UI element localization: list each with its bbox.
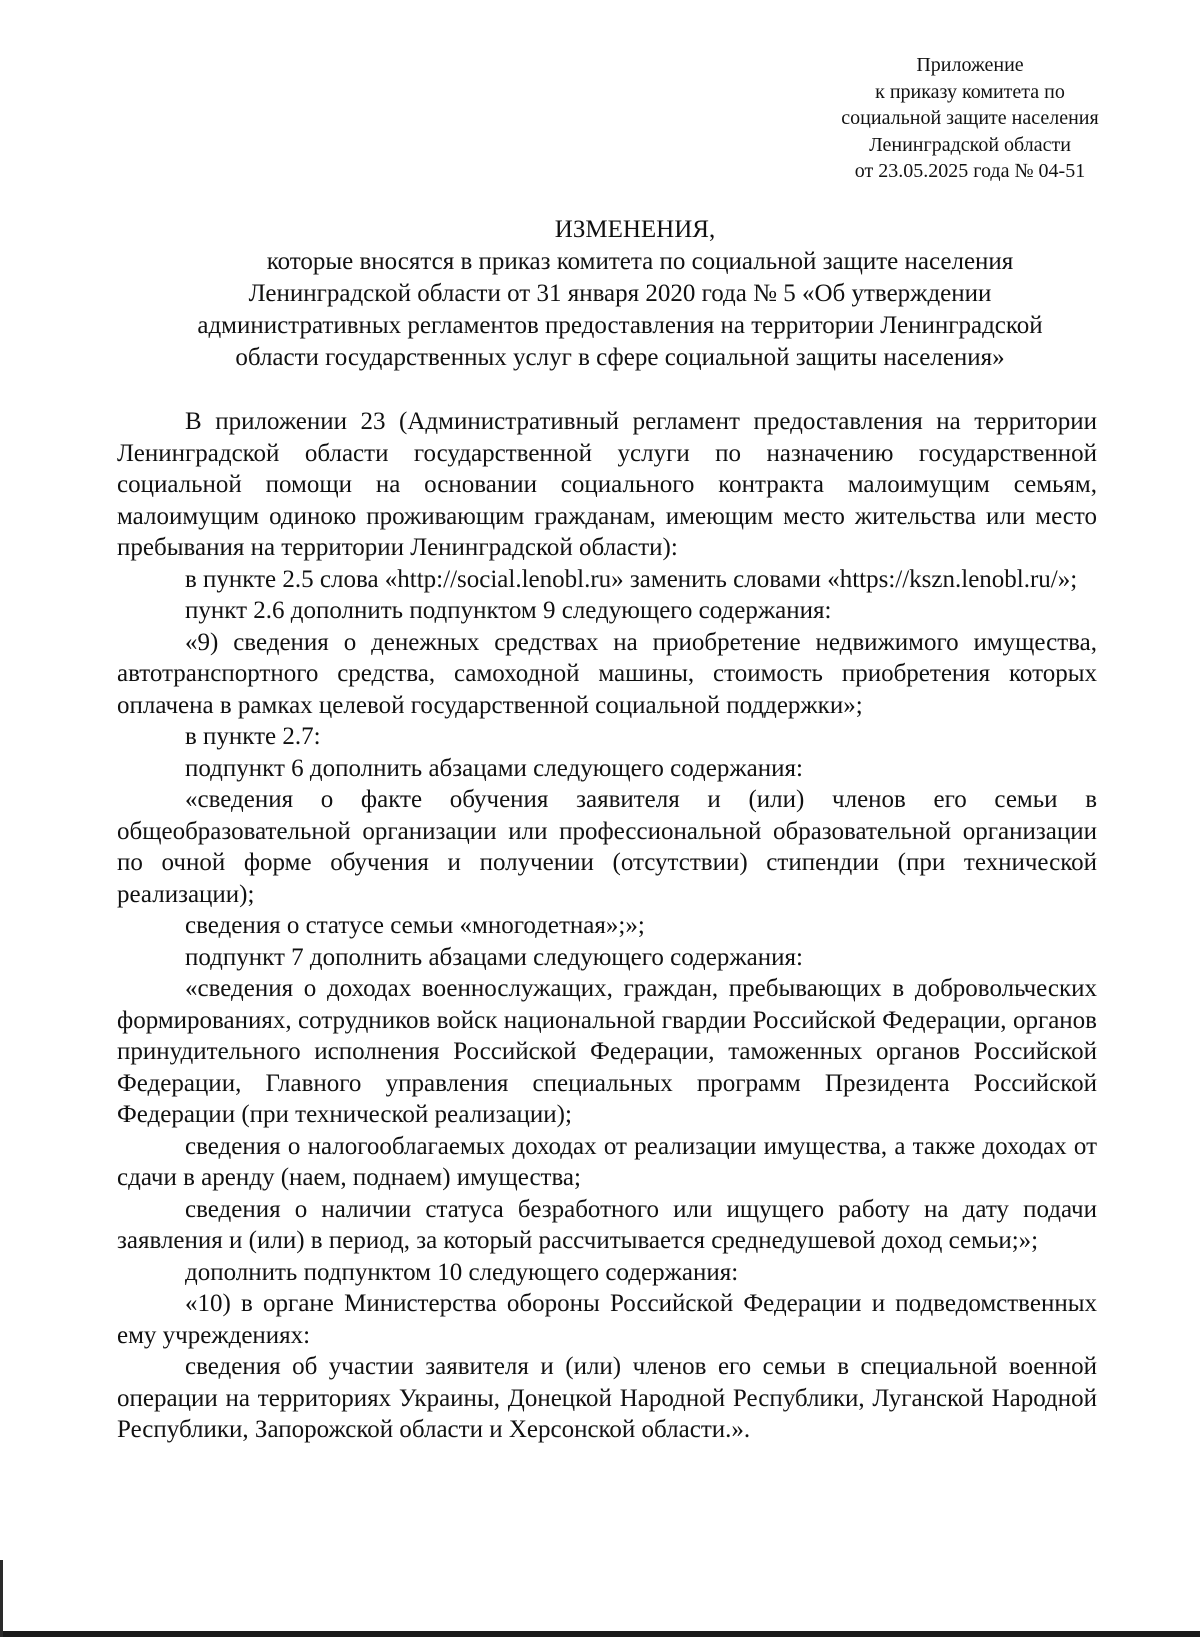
paragraph: «сведения о факте обучения заявителя и (или) членов его семьи в общеобразовательной организации или профессиональной образовательной организации по очной форме обучения и получении (отсутствии) стипендии (при технической реализации); (117, 786, 1097, 908)
appendix-header (790, 52, 1150, 185)
paragraph: дополнить подпунктом 10 следующего содержания: (185, 1258, 739, 1286)
appendix-line: от 23.05.2025 года № 04-51 (854, 160, 1086, 182)
paragraph: подпункт 7 дополнить абзацами следующего содержания: (185, 943, 803, 971)
paragraph: подпункт 6 дополнить абзацами следующего содержания: (185, 754, 803, 782)
scan-bottom-edge (0, 1631, 1200, 1637)
paragraph: «10) в органе Министерства обороны Российской Федерации и подведомственных ему учреждениях: (117, 1290, 1097, 1349)
paragraph: «сведения о доходах военнослужащих, граждан, пребывающих в добровольческих формированиях, сотрудников войск национальной гвардии Российской Федерации, органов принудительного исполнения Российской Федерации, таможенных органов Российской Федерации, Главного управления специальных программ Президента Российской Федерации (при технической реализации); (117, 975, 1097, 1128)
title-heading: ИЗМЕНЕНИЯ, (554, 216, 716, 243)
title-line: Ленинградской области от 31 января 2020 года № 5 «Об утверждении (248, 280, 992, 307)
paragraph: в пункте 2.5 слова «http://social.lenobl.ru» заменить словами «https://kszn.lenobl.ru/»; (185, 565, 1078, 593)
paragraph: В приложении 23 (Административный регламент предоставления на территории Ленинградской области государственной услуги по назначению государственной социальной помощи на основании социального контракта малоимущим семьям, малоимущим одиноко проживающим гражданам, имеющим место жительства или место пребывания на территории Ленинградской области): (117, 408, 1097, 561)
title-line: области государственных услуг в сфере социальной защиты населения» (235, 344, 1005, 371)
title-line: административных регламентов предоставления на территории Ленинградской (197, 312, 1043, 339)
scan-left-edge (0, 1560, 3, 1637)
title-line: которые вносятся в приказ комитета по социальной защите населения (266, 248, 1014, 275)
paragraph: «9) сведения о денежных средствах на приобретение недвижимого имущества, автотранспортного средства, самоходной машины, стоимость приобретения которых оплачена в рамках целевой государственной социальной поддержки»; (117, 628, 1097, 719)
paragraph: сведения об участии заявителя и (или) членов его семьи в специальной военной операции на территориях Украины, Донецкой Народной Республики, Луганской Народной Республики, Запорожской области и Херсонской области.». (117, 1353, 1097, 1443)
document-body (117, 406, 1097, 1446)
paragraph: пункт 2.6 дополнить подпунктом 9 следующего содержания: (185, 597, 832, 624)
paragraph: сведения о наличии статуса безработного или ищущего работу на дату подачи заявления и (или) в период, за который рассчитывается среднедушевой доход семьи;»; (117, 1195, 1097, 1254)
appendix-line: к приказу комитета по (875, 80, 1065, 103)
paragraph: сведения о налогооблагаемых доходах от реализации имущества, а также доходах от сдачи в аренду (наем, поднаем) имущества; (117, 1132, 1097, 1191)
paragraph: сведения о статусе семьи «многодетная»;»; (185, 912, 645, 939)
document-title (120, 214, 1120, 374)
appendix-line: Приложение (916, 54, 1024, 76)
paragraph: в пункте 2.7: (185, 723, 321, 750)
appendix-line: социальной защите населения (841, 107, 1099, 129)
appendix-line: Ленинградской области (869, 133, 1071, 156)
